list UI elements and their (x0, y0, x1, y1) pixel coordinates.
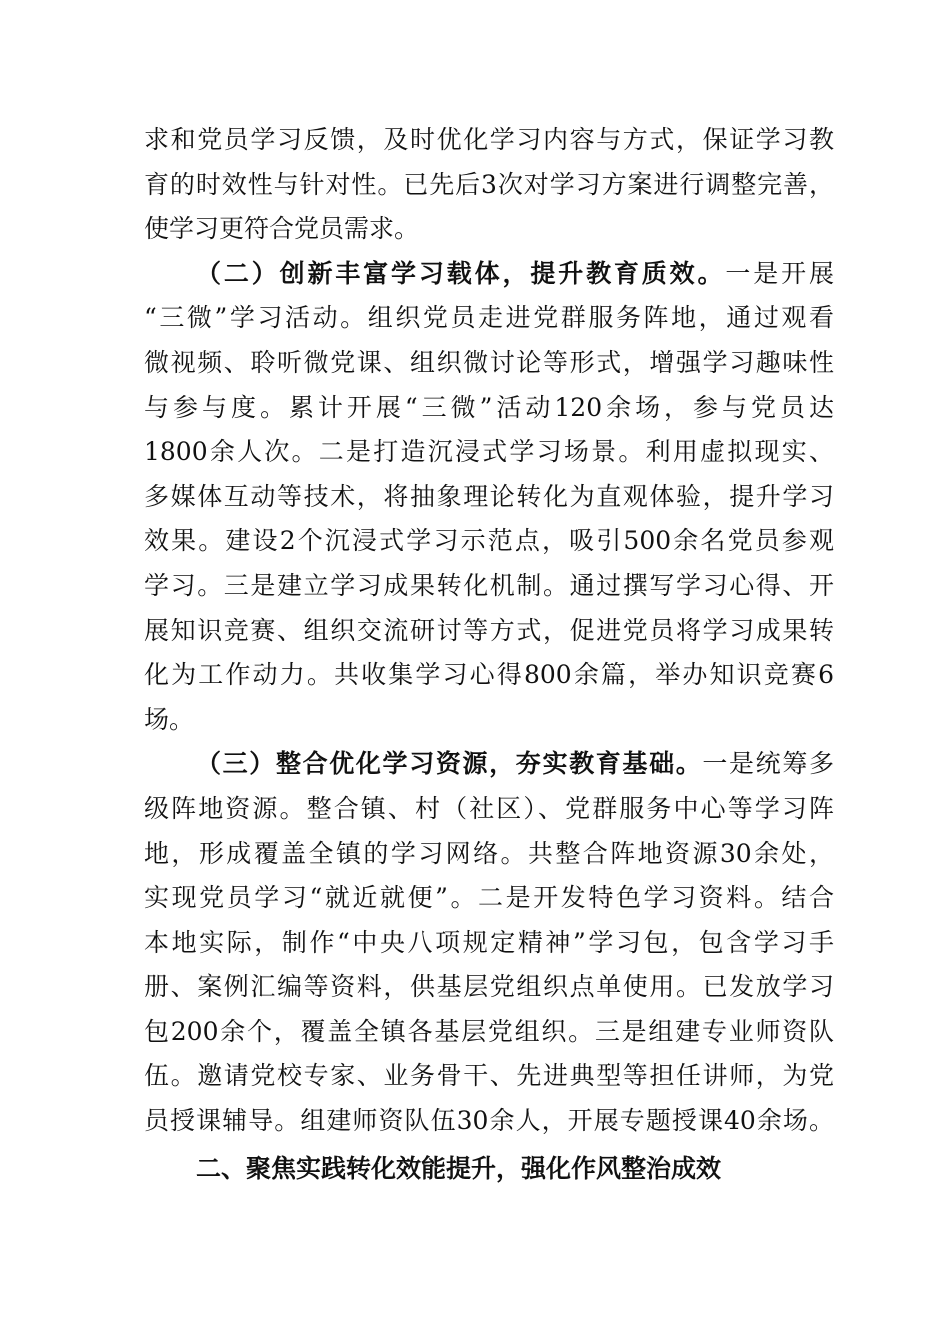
text-line: 学习。三是建立学习成果转化机制。通过撰写学习心得、开 (144, 570, 834, 600)
text-line: “三微”学习活动。组织党员走进党群服务阵地，通过观看 (144, 303, 834, 333)
text-line: 包200余个，覆盖全镇各基层党组织。三是组建专业师资队 (144, 1016, 834, 1046)
text-line: 伍。邀请党校专家、业务骨干、先进典型等担任讲师，为党 (144, 1061, 834, 1091)
text-line: 员授课辅导。组建师资队伍30余人，开展专题授课40余场。 (144, 1106, 834, 1136)
text-line: 地，形成覆盖全镇的学习网络。共整合阵地资源30余处， (144, 838, 834, 868)
text-line: 效果。建设2个沉浸式学习示范点，吸引500余名党员参观 (144, 526, 834, 556)
paragraph-text: 一是统筹多 (702, 749, 834, 779)
text-line: 与参与度。累计开展“三微”活动120余场，参与党员达 (144, 392, 834, 422)
paragraph-first-line (144, 252, 834, 297)
paragraph-first-line (144, 742, 834, 787)
text-line: 册、案例汇编等资料，供基层党组织点单使用。已发放学习 (144, 972, 834, 1002)
text-line: 场。 (144, 704, 195, 734)
paragraph-heading: （二）创新丰富学习载体，提升教育质效。 (196, 258, 726, 288)
text-line: 化为工作动力。共收集学习心得800余篇，举办知识竞赛6 (144, 660, 834, 690)
text-line: 1800余人次。二是打造沉浸式学习场景。利用虚拟现实、 (144, 437, 834, 467)
text-line: 实现党员学习“就近就便”。二是开发特色学习资料。结合 (144, 883, 834, 913)
text-line: 育的时效性与针对性。已先后3次对学习方案进行调整完善， (144, 169, 834, 199)
text-line: 求和党员学习反馈，及时优化学习内容与方式，保证学习教 (144, 125, 834, 154)
text-line: 多媒体互动等技术，将抽象理论转化为直观体验，提升学习 (144, 481, 834, 511)
text-line: 使学习更符合党员需求。 (144, 214, 420, 244)
section-heading: 二、聚焦实践转化效能提升，强化作风整治成效 (196, 1153, 722, 1183)
paragraph-heading: （三）整合优化学习资源，夯实教育基础。 (196, 749, 703, 779)
document-body (144, 118, 834, 1192)
text-line: 本地实际，制作“中央八项规定精神”学习包，包含学习手 (144, 927, 834, 957)
text-line: 展知识竞赛、组织交流研讨等方式，促进党员将学习成果转 (144, 615, 834, 645)
paragraph-text: 一是开展 (725, 258, 834, 288)
text-line: 微视频、聆听微党课、组织微讨论等形式，增强学习趣味性 (144, 347, 834, 377)
text-line: 级阵地资源。整合镇、村（社区）、党群服务中心等学习阵 (144, 793, 834, 823)
